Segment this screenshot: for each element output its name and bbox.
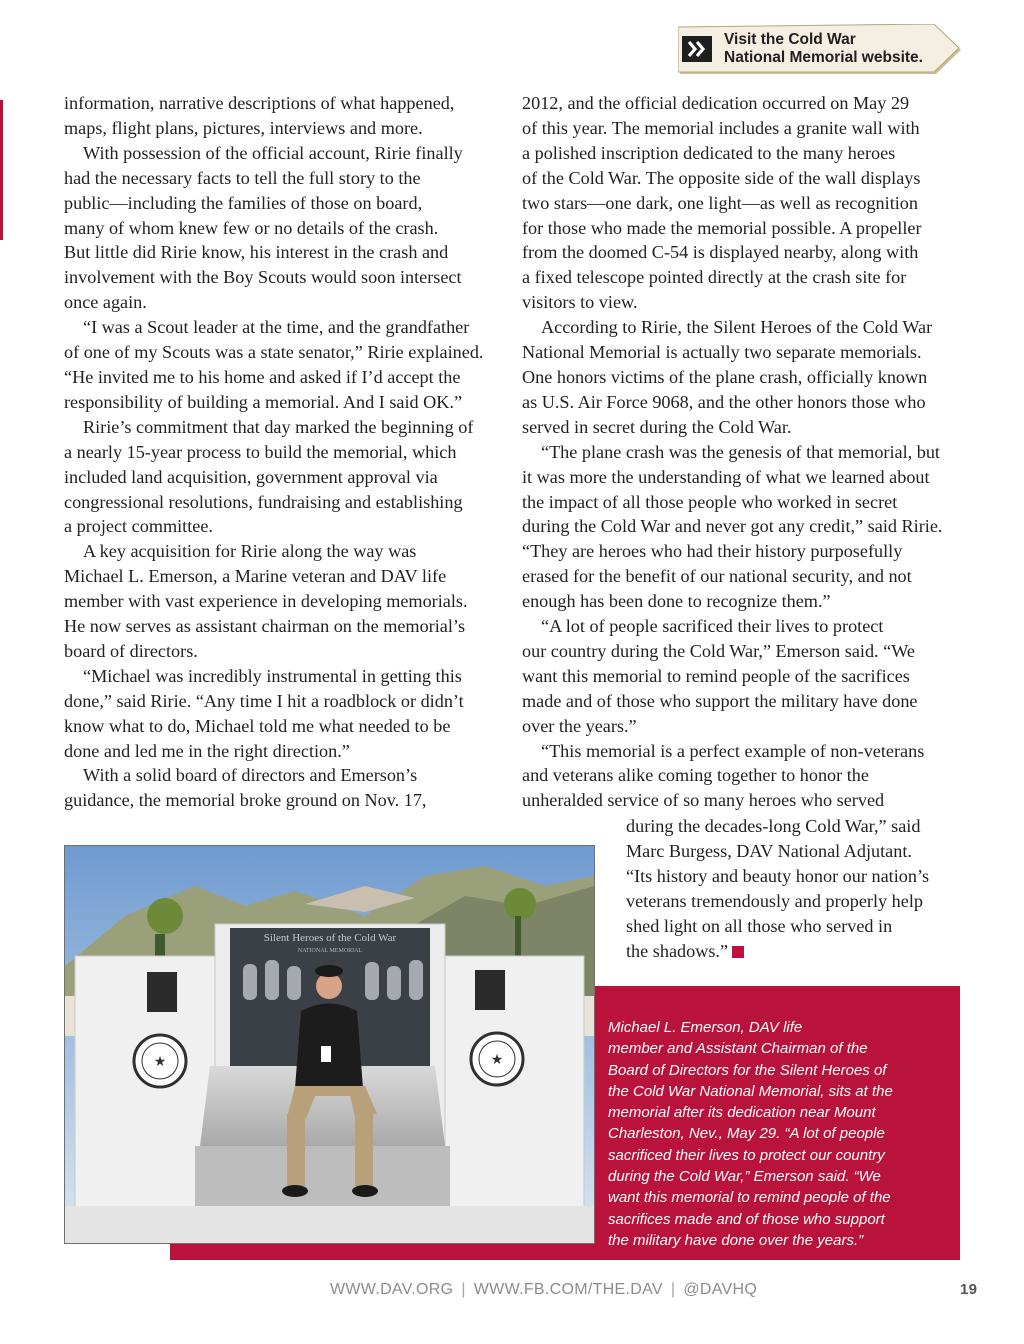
text-line: information, narrative descriptions of what happened, [64, 93, 455, 113]
text-line: “Its history and beauty honor our nation’s [626, 865, 930, 886]
text-line: “Michael was incredibly instrumental in getting this [83, 665, 462, 686]
visit-link-line-1[interactable]: Visit the Cold War [724, 31, 856, 48]
text-line: erased for the benefit of our national security, and not [522, 566, 912, 587]
text-line: visitors to view. [522, 292, 638, 313]
text-line: a polished inscription dedicated to the many heroes [522, 142, 896, 163]
text-line: a project committee. [64, 516, 213, 537]
plaque-subtitle: NATIONAL MEMORIAL [297, 948, 363, 954]
caption-line: want this memorial to remind people of the [608, 1189, 891, 1207]
footer-link-website[interactable]: WWW.DAV.ORG [330, 1281, 454, 1298]
visit-link-line-2[interactable]: National Memorial website. [724, 49, 923, 66]
caption-line: the Cold War National Memorial, sits at the [608, 1082, 893, 1100]
text-line: guidance, the memorial broke ground on Nov. 17, [64, 790, 427, 811]
emblem-star-left-icon: ★ [153, 1055, 167, 1070]
text-line: and veterans alike coming together to honor the [522, 765, 869, 786]
text-line: of the Cold War. The opposite side of the wall displays [522, 167, 921, 188]
double-chevron-right-icon [682, 36, 712, 62]
footer-separator: | [670, 1281, 676, 1298]
text-line: for those who made the memorial possible. A propeller [522, 217, 922, 238]
text-line: According to Ririe, the Silent Heroes of the Cold War [541, 317, 933, 338]
text-line: congressional resolutions, fundraising and establishing [64, 491, 463, 512]
text-line: With possession of the official account, Ririe finally [83, 142, 463, 163]
left-margin-accent [0, 100, 3, 240]
emblem-star-right-icon: ★ [490, 1053, 504, 1068]
text-line: shed light on all those who served in [626, 915, 893, 936]
text-line: veterans tremendously and properly help [626, 890, 923, 911]
caption-line: member and Assistant Chairman of the [608, 1040, 868, 1058]
text-line: He now serves as assistant chairman on the memorial’s [64, 616, 466, 637]
text-line: it was more the understanding of what we learned about [522, 466, 930, 487]
text-line: included land acquisition, government approval via [64, 466, 438, 487]
text-line: during the decades-long Cold War,” said [626, 816, 921, 836]
text-line: “A lot of people sacrificed their lives to protect [541, 616, 884, 637]
text-line: enough has been done to recognize them.” [522, 591, 831, 612]
memorial-photo [64, 845, 595, 1244]
text-line: National Memorial is actually two separate memorials. [522, 342, 922, 363]
text-line: With a solid board of directors and Emerson’s [83, 765, 418, 786]
text-line: had the necessary facts to tell the full story to the [64, 167, 421, 188]
text-line: of one of my Scouts was a state senator,” Ririe explained. [64, 342, 484, 363]
footer-link-twitter[interactable]: @DAVHQ [683, 1281, 758, 1298]
text-line: over the years.” [522, 715, 637, 736]
text-line: “I was a Scout leader at the time, and the grandfather [83, 317, 470, 338]
text-line: many of whom knew few or no details of the crash. [64, 217, 439, 238]
text-line: our country during the Cold War,” Emerson said. “We [522, 640, 915, 661]
visit-link-text[interactable] [724, 31, 954, 67]
text-line: a fixed telescope pointed directly at the crash site for [522, 267, 907, 288]
text-line: done,” said Ririe. “Any time I hit a roadblock or didn’t [64, 690, 464, 711]
text-line: 2012, and the official dedication occurred on May 29 [522, 93, 910, 113]
text-line: from the doomed C-54 is displayed nearby, along with [522, 242, 919, 263]
caption-line: during the Cold War,” Emerson said. “We [608, 1168, 881, 1186]
text-line-last [626, 939, 929, 964]
text-line: responsibility of building a memorial. And I said OK.” [64, 391, 463, 412]
text-line: Ririe’s commitment that day marked the beginning of [83, 416, 474, 437]
text-line: “The plane crash was the genesis of that memorial, but [541, 441, 940, 462]
text-line: involvement with the Boy Scouts would soon intersect [64, 267, 462, 288]
caption-line: memorial after its dedication near Mount [608, 1104, 876, 1122]
article-end-mark-icon [732, 946, 744, 958]
text-line: But little did Ririe know, his interest in the crash and [64, 242, 449, 263]
text-line: One honors victims of the plane crash, officially known [522, 366, 928, 387]
text-line: public—including the families of those on board, [64, 192, 423, 213]
footer-links [330, 1281, 757, 1299]
text-line: served in secret during the Cold War. [522, 416, 792, 437]
text-line: made and of those who support the military have done [522, 690, 918, 711]
caption-line: sacrifices made and of those who support [608, 1210, 885, 1228]
footer-separator: | [461, 1281, 466, 1298]
text-line: board of directors. [64, 640, 198, 661]
text-line: “He invited me to his home and asked if I’d accept the [64, 366, 461, 387]
caption-line: Michael L. Emerson, DAV life [608, 1019, 803, 1036]
text-line: A key acquisition for Ririe along the way was [83, 541, 417, 562]
text-line: of this year. The memorial includes a granite wall with [522, 117, 920, 138]
text-line: know what to do, Michael told me what needed to be [64, 715, 451, 736]
text-line: want this memorial to remind people of the sacrifices [522, 665, 910, 686]
article-right-tail [626, 814, 929, 963]
caption-line: the military have done over the years.” [608, 1231, 864, 1249]
text-line: during the Cold War and never got any credit,” said Ririe. [522, 516, 943, 537]
visit-memorial-website-link[interactable] [678, 24, 962, 76]
text-line: Marc Burgess, DAV National Adjutant. [626, 840, 912, 861]
text-line: a nearly 15-year process to build the memorial, which [64, 441, 457, 462]
photo-illustration [65, 846, 594, 1243]
caption-line: Board of Directors for the Silent Heroes of [608, 1061, 887, 1079]
text-line: “This memorial is a perfect example of non-veterans [541, 740, 925, 761]
page-number: 19 [960, 1281, 978, 1298]
page-footer [0, 1281, 1024, 1303]
text-line: the impact of all those people who worked in secret [522, 491, 898, 512]
text-line: maps, flight plans, pictures, interviews and more. [64, 117, 423, 138]
text-line: two stars—one dark, one light—as well as recognition [522, 192, 918, 213]
text-line: once again. [64, 292, 147, 313]
article-left-column [64, 91, 506, 813]
text-line: unheralded service of so many heroes who served [522, 790, 885, 811]
text-line: member with vast experience in developing memorials. [64, 591, 468, 612]
plaque-title: Silent Heroes of the Cold War [263, 932, 397, 944]
caption-line: Charleston, Nev., May 29. “A lot of people [608, 1125, 885, 1143]
text-line: done and led me in the right direction.” [64, 740, 350, 761]
text-line: “They are heroes who had their history purposefully [522, 541, 903, 562]
text-line-final: the shadows.” [626, 940, 729, 961]
footer-link-facebook[interactable]: WWW.FB.COM/THE.DAV [473, 1281, 663, 1298]
photo-caption [608, 1017, 948, 1251]
text-line: as U.S. Air Force 9068, and the other honors those who [522, 391, 926, 412]
text-line: Michael L. Emerson, a Marine veteran and DAV life [64, 566, 447, 587]
article-right-column [522, 91, 964, 813]
caption-line: sacrificed their lives to protect our country [608, 1146, 885, 1164]
